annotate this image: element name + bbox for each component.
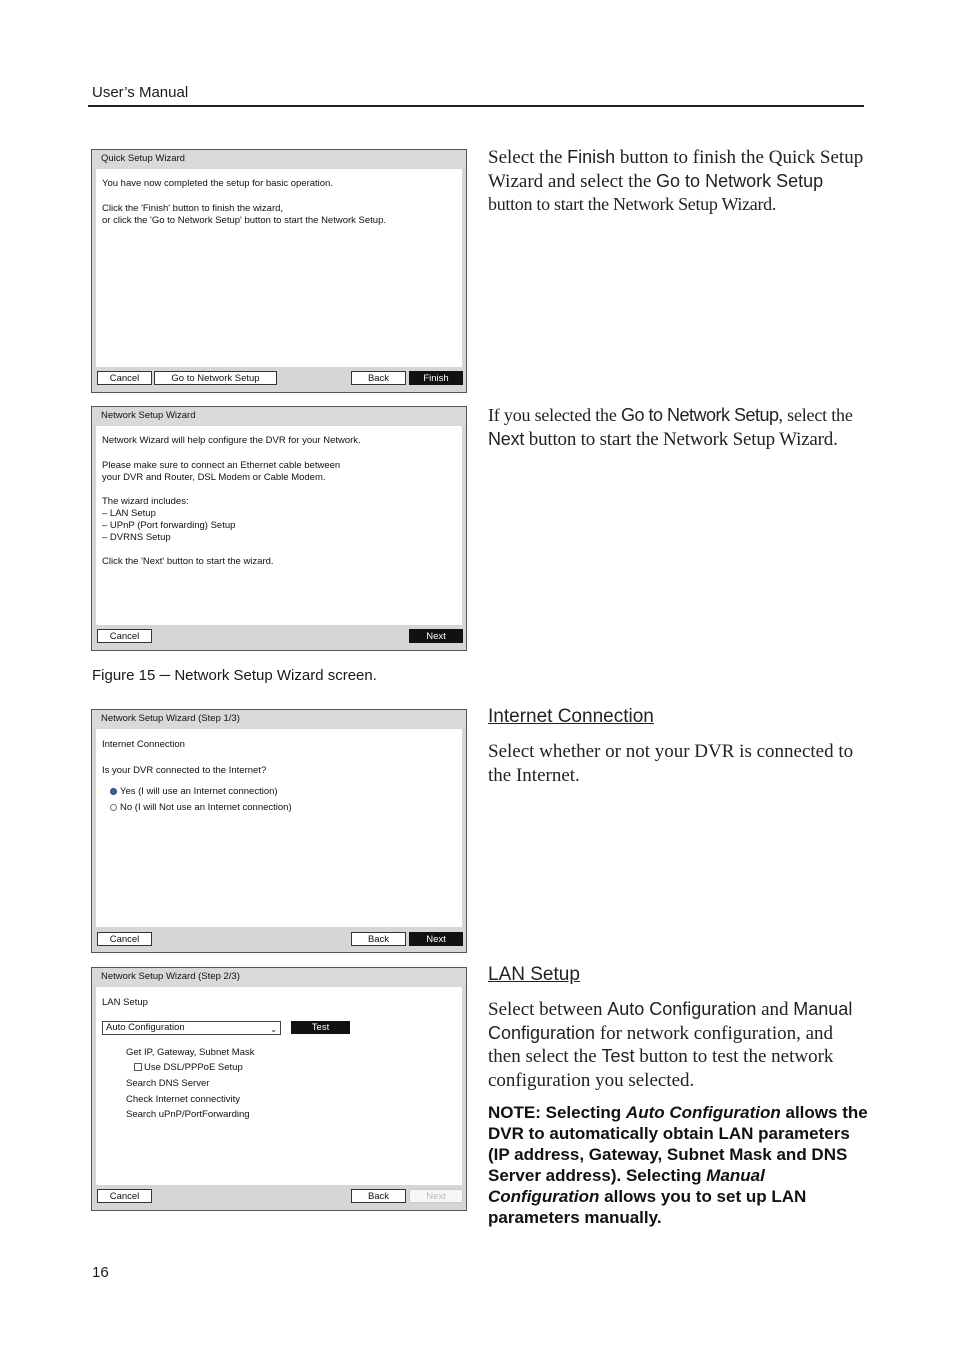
next-button-disabled: Next	[409, 1189, 463, 1203]
step-item: Search uPnP/PortForwarding	[126, 1109, 250, 1120]
back-button[interactable]: Back	[351, 1189, 406, 1203]
page-number: 16	[92, 1264, 109, 1281]
network-setup-instructions: If you selected the Go to Network Setup, select the Next button to start the Network Setup Wizard.	[488, 405, 853, 450]
dialog-body	[96, 729, 462, 927]
dialog-body	[96, 987, 462, 1185]
step-item: Search DNS Server	[126, 1078, 210, 1089]
step-item: Check Internet connectivity	[126, 1094, 241, 1105]
radio-yes[interactable]: Yes (I will use an Internet connection)	[110, 786, 278, 797]
figure-caption: Figure 15 ─ Network Setup Wizard screen.	[92, 667, 377, 684]
ui-term: Go to Network Setup	[656, 170, 824, 191]
dialog-title: Network Setup Wizard (Step 2/3)	[92, 968, 466, 986]
checkbox-icon[interactable]	[134, 1063, 142, 1071]
dialog-line: – DVRNS Setup	[102, 532, 171, 543]
internet-connection-heading: Internet Connection	[488, 706, 654, 727]
quick-setup-wizard-dialog	[91, 149, 467, 393]
ui-term: Test	[601, 1046, 635, 1066]
header-rule	[88, 105, 864, 107]
lan-setup-note: NOTE: Selecting Auto Configuration allows the DVR to automatically obtain LAN parameters (IP address, Gateway, Subnet Mask and DNS Server address). Selecting Manual Configuration allows you to set up LAN parameters manually.	[488, 1103, 868, 1227]
section-heading: Internet Connection	[102, 739, 185, 750]
dialog-title: Quick Setup Wizard	[92, 150, 466, 168]
lan-setup-body: Select between Auto Configuration and Manual Configuration for network configuration, and then select the Test button to test the network configuration you selected.	[488, 999, 853, 1091]
radio-selected-icon[interactable]	[110, 788, 117, 795]
dialog-line: your DVR and Router, DSL Modem or Cable Modem.	[102, 472, 326, 483]
ui-term: Go to Network Setup	[620, 405, 779, 425]
dialog-body	[96, 426, 462, 625]
lan-setup-heading: LAN Setup	[488, 964, 580, 985]
section-heading: LAN Setup	[102, 997, 148, 1008]
next-button[interactable]: Next	[409, 629, 463, 643]
cancel-button[interactable]: Cancel	[97, 932, 152, 946]
back-button[interactable]: Back	[351, 932, 406, 946]
radio-unselected-icon[interactable]	[110, 804, 117, 811]
go-to-network-setup-button[interactable]: Go to Network Setup	[154, 371, 277, 385]
cancel-button[interactable]: Cancel	[97, 1189, 152, 1203]
dialog-line: Click the 'Next' button to start the wizard.	[102, 556, 274, 567]
dialog-line: – UPnP (Port forwarding) Setup	[102, 520, 236, 531]
back-button[interactable]: Back	[351, 371, 406, 385]
dialog-body	[96, 169, 462, 367]
dsl-pppoe-checkbox-row[interactable]: Use DSL/PPPoE Setup	[134, 1062, 243, 1073]
dialog-line: Network Wizard will help configure the DVR for your Network.	[102, 435, 361, 446]
ui-term: Auto Configuration	[607, 999, 757, 1019]
radio-no[interactable]: No (I will Not use an Internet connection)	[110, 802, 292, 813]
configuration-select[interactable]: Auto Configuration ⌄	[102, 1021, 281, 1035]
finish-button[interactable]: Finish	[409, 371, 463, 385]
dialog-line: Please make sure to connect an Ethernet cable between	[102, 460, 341, 471]
network-setup-step2-dialog	[91, 967, 467, 1211]
internet-connection-body: Select whether or not your DVR is connected to the Internet.	[488, 741, 854, 786]
dialog-title: Network Setup Wizard	[92, 407, 466, 425]
question-text: Is your DVR connected to the Internet?	[102, 765, 267, 776]
step-item: Get IP, Gateway, Subnet Mask	[126, 1047, 255, 1058]
ui-term: Next	[488, 428, 525, 449]
dropdown-arrow-icon[interactable]: ⌄	[270, 1025, 277, 1034]
dialog-line: or click the 'Go to Network Setup' button to start the Network Setup.	[102, 215, 387, 226]
cancel-button[interactable]: Cancel	[97, 629, 152, 643]
ui-term: Finish	[567, 147, 616, 167]
ui-term: Manual Configuration	[488, 999, 853, 1043]
cancel-button[interactable]: Cancel	[97, 371, 152, 385]
running-header: User’s Manual	[92, 84, 189, 101]
dialog-line: Click the 'Finish' button to finish the wizard,	[102, 203, 284, 214]
finish-instructions: Select the Finish button to finish the Quick Setup Wizard and select the Go to Network Setup button to start the Network Setup Wizard.	[488, 147, 864, 214]
test-button[interactable]: Test	[291, 1021, 350, 1034]
dialog-line: You have now completed the setup for basic operation.	[102, 178, 333, 189]
next-button[interactable]: Next	[409, 932, 463, 946]
network-setup-step1-dialog	[91, 709, 467, 953]
dialog-line: – LAN Setup	[102, 508, 156, 519]
dialog-line: The wizard includes:	[102, 496, 189, 507]
dialog-title: Network Setup Wizard (Step 1/3)	[92, 710, 466, 728]
network-setup-wizard-dialog	[91, 406, 467, 651]
